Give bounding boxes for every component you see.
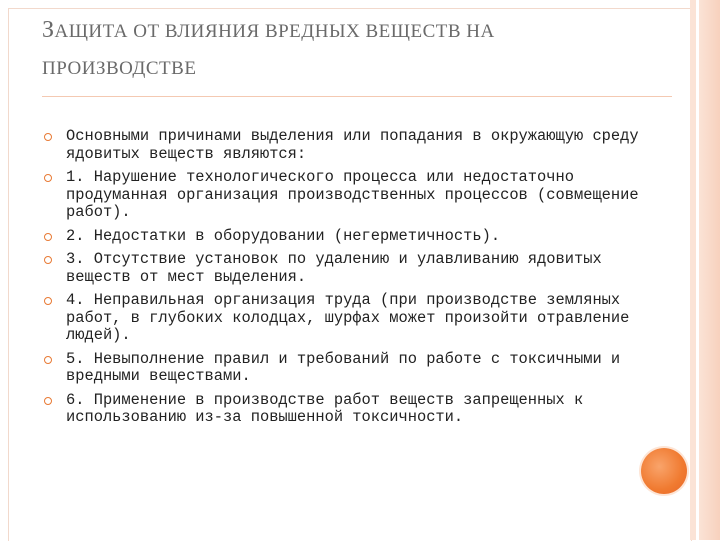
- bullet-icon: [44, 356, 52, 364]
- bullet-list: [44, 128, 664, 433]
- slide-title: [42, 12, 662, 88]
- title-line2: ПРОИЗВОДСТВЕ: [42, 58, 197, 79]
- orange-circle-decoration: [641, 448, 687, 494]
- bullet-text: Основными причинами выделения или попадания в окружающую среду ядовитых веществ являются:: [66, 127, 639, 163]
- bullet-text: 2. Недостатки в оборудовании (негерметичность).: [66, 226, 501, 245]
- bullet-icon: [44, 297, 52, 305]
- title-divider: [42, 96, 672, 97]
- list-item: [44, 351, 664, 386]
- list-item: [44, 128, 664, 163]
- bullet-icon: [44, 233, 52, 241]
- bullet-icon: [44, 133, 52, 141]
- bullet-icon: [44, 397, 52, 405]
- list-item: [44, 251, 664, 286]
- bullet-text: 1. Нарушение технологического процесса или недостаточно продуманная организация производственных процессов (совмещение работ).: [66, 168, 639, 221]
- title-first-letter: З: [42, 17, 55, 43]
- right-decorative-bar: [690, 0, 720, 540]
- bullet-icon: [44, 256, 52, 264]
- list-item: [44, 392, 664, 427]
- bullet-icon: [44, 174, 52, 182]
- bullet-text: 3. Отсутствие установок по удалению и улавливанию ядовитых веществ от мест выделения.: [66, 250, 602, 286]
- bullet-text: 6. Применение в производстве работ веществ запрещенных к использованию из-за повышенной токсичности.: [66, 390, 584, 426]
- list-item: [44, 292, 664, 345]
- list-item: [44, 169, 664, 222]
- list-item: [44, 228, 664, 246]
- bullet-text: 4. Неправильная организация труда (при производстве земляных работ, в глубоких колодцах, шурфах может произойти отравление людей).: [66, 291, 630, 344]
- bullet-text: 5. Невыполнение правил и требований по работе с токсичными и вредными веществами.: [66, 349, 621, 385]
- title-line1: АЩИТА ОТ ВЛИЯНИЯ ВРЕДНЫХ ВЕЩЕСТВ НА: [54, 21, 495, 42]
